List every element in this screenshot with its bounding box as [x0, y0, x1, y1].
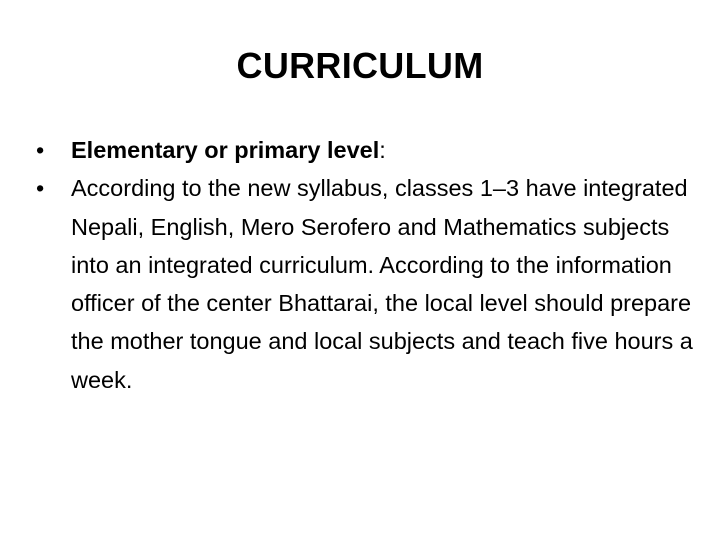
slide-title: CURRICULUM: [236, 45, 484, 86]
bullet-body-text: According to the new syllabus, classes 1–3 have integrated Nepali, English, Mero Serofero and Mathematics subjects into an integrated curriculum. According to the information officer of the center Bhattarai, the local level should prepare the mother tongue and local subjects and teach five hours a week.: [71, 175, 693, 393]
bullet-list: [36, 131, 696, 399]
bullet-marker-icon: •: [36, 137, 45, 163]
bullet-item-level: [36, 131, 696, 169]
bullet-heading: Elementary or primary level: [71, 137, 380, 163]
bullet-marker-icon: •: [36, 175, 45, 202]
bullet-item-syllabus: [36, 169, 696, 399]
bullet-colon: :: [379, 137, 386, 163]
